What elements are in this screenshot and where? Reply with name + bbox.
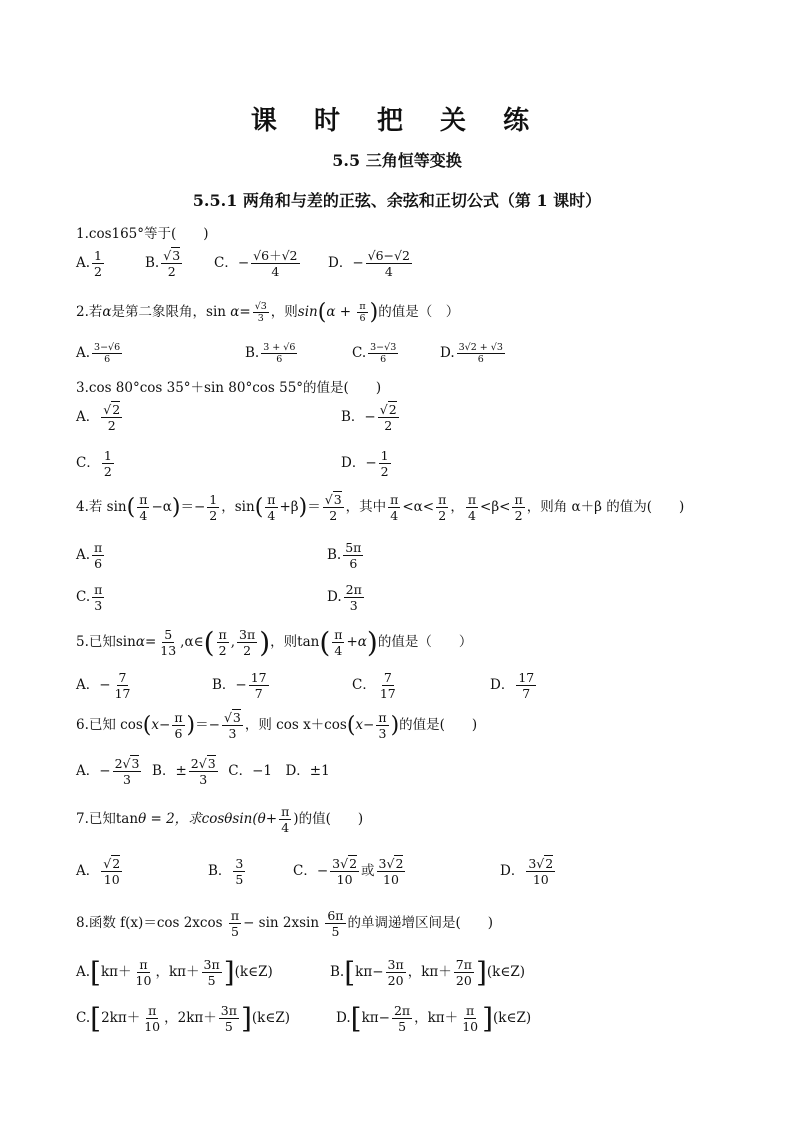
q1-option-b: B. $\frac{√3}{2}$ [145,248,181,279]
question-6: 6.已知 cos(x− $\frac{\pi}{6}$ )＝− $\frac{√3}{3}$ ，则 cos x＋cos(x− $\frac{\pi}{3}$ )的值是( ) [76,710,478,741]
q8-option-c: C.[2kπ＋ $\frac{\pi}{10}$ ，2kπ＋ $\frac{3\pi}{5}$ ](k∈Z) [76,1002,290,1035]
question-1: 1.cos165°等于( ) [76,226,209,242]
q1-option-a: A. $\frac{1}{2}$ [76,248,102,279]
q2-option-a: A. $\frac{3-√6}{6}$ [76,342,121,365]
q3-option-c: C． $\frac{1}{2}$ [76,448,112,479]
q3-option-b: B．− $\frac{√2}{2}$ [341,402,397,433]
question-3: 3.cos 80°cos 35°＋sin 80°cos 55°的值是( ) [76,380,382,396]
q5-option-a: A．− $\frac{7}{17}$ [76,670,131,701]
q4-option-c: C. $\frac{\pi}{3}$ [76,582,103,613]
q4-option-a: A. $\frac{\pi}{6}$ [76,540,103,571]
question-8: 8.函数 f(x)＝cos 2xcos $\frac{\pi}{5}$ − sin 2xsin $\frac{6\pi}{5}$ 的单调递增区间是( ) [76,908,494,939]
q8-option-a: A.[kπ＋ $\frac{\pi}{10}$ ，kπ＋ $\frac{3\pi}{5}$ ](k∈Z) [76,956,273,989]
q7-option-b: B． $\frac{3}{5}$ [208,856,244,887]
q6-options: A．− $\frac{2√3}{3}$ B．± $\frac{2√3}{3}$ C．−1 D．±1 [76,756,330,787]
page-title: 课 时 把 关 练 [250,106,544,136]
q3-option-a: A． $\frac{√2}{2}$ [76,402,121,433]
q4-option-b: B. $\frac{5\pi}{6}$ [327,540,362,571]
q7-option-d: D． $\frac{3√2}{10}$ [500,856,554,887]
q4-option-d: D. $\frac{2\pi}{3}$ [327,582,362,613]
q8-option-b: B.[kπ− $\frac{3\pi}{20}$ ，kπ＋ $\frac{7\pi}{20}$ ](k∈Z) [330,956,525,989]
q2-option-c: C. $\frac{3-√3}{6}$ [352,342,397,365]
lesson-title: 5.5.1 两角和与差的正弦、余弦和正切公式（第 1 课时） [192,191,602,210]
q1-option-d: D．− $\frac{√6-√2}{4}$ [328,248,410,279]
q2-option-d: D. $\frac{3√2 + √3}{6}$ [440,342,503,365]
question-2: 2.若α是第二象限角，sin α= $\frac{√3}{3}$ ，则sin(α + $\frac{\pi}{6}$ )的值是（ ） [76,300,460,325]
q5-option-b: B．− $\frac{17}{7}$ [212,670,267,701]
q5-option-c: C． $\frac{7}{17}$ [352,670,396,701]
q3-option-d: D．− $\frac{1}{2}$ [341,448,389,479]
q7-option-c: C．− $\frac{3√2}{10}$ 或 $\frac{3√2}{10}$ [293,856,404,887]
q2-option-b: B. $\frac{3 + √6}{6}$ [245,342,296,365]
question-5: 5.已知sinα= $\frac{5}{13}$ ,α∈( $\frac{\pi}{2}$ , $\frac{3\pi}{2}$ )，则tan( $\frac{\pi}{4}$ +α)的值是（ ） [76,626,473,659]
question-7: 7.已知tanθ = 2，求cosθsin(θ+ $\frac{\pi}{4}$ )的值( ) [76,804,364,835]
section-title: 5.5 三角恒等变换 [332,151,462,170]
q5-option-d: D． $\frac{17}{7}$ [490,670,535,701]
q7-option-a: A． $\frac{√2}{10}$ [76,856,121,887]
question-4: 4.若 sin( $\frac{\pi}{4}$ −α)＝− $\frac{1}{2}$ ，sin( $\frac{\pi}{4}$ +β)＝ $\frac{√3}{2}$ ，其中 $\frac{\pi}{4}$ <α< $\frac{\pi}{2}$ ， $\frac{\pi}{4}$ <β< $\frac{\pi}{2}$ ，则角 α＋β 的值为( ) [76,492,685,523]
q1-option-c: C．− $\frac{√6+√2}{4}$ [214,248,298,279]
q8-option-d: D.[kπ− $\frac{2\pi}{5}$ ，kπ＋ $\frac{\pi}{10}$ ](k∈Z) [336,1002,532,1035]
